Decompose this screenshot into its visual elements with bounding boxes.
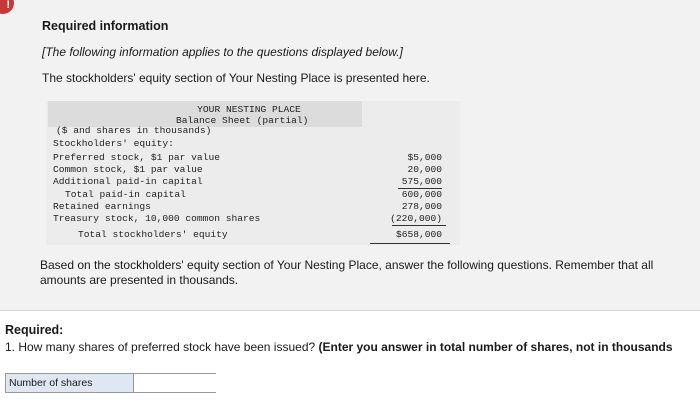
double-underline-rule (370, 243, 450, 244)
applies-note: [The following information applies to the questions displayed below.] (42, 45, 403, 59)
row-label-additional-paid-in-capital: Additional paid-in capital (53, 176, 203, 187)
row-value-additional-paid-in-capital: 575,000 (401, 176, 442, 187)
question-text: 1. How many shares of preferred stock have been issued? (5, 340, 319, 354)
row-value-common-stock: 20,000 (407, 164, 442, 175)
row-label-common-stock: Common stock, $1 par value (53, 164, 203, 175)
balance-sheet-subtitle: Balance Sheet (partial) (176, 115, 309, 126)
number-of-shares-label: Number of shares (6, 374, 134, 392)
row-label-retained-earnings: Retained earnings (53, 201, 151, 212)
alert-icon: ! (0, 0, 14, 14)
total-rule (392, 225, 446, 226)
row-value-preferred-stock: $5,000 (407, 152, 442, 163)
row-value-total-stockholders-equity: $658,000 (395, 229, 442, 240)
balance-sheet-exhibit (46, 101, 460, 245)
required-heading: Required: (5, 323, 64, 337)
intro-text: The stockholders' equity section of Your Nesting Place is presented here. (42, 71, 430, 85)
required-information-title: Required information (42, 19, 169, 33)
section-heading: Stockholders' equity: (53, 138, 174, 149)
instructions-text: Based on the stockholders' equity section of Your Nesting Place, answer the following questions. Remember that all amounts are presented in thousands. (40, 258, 654, 287)
company-name: YOUR NESTING PLACE (197, 104, 301, 115)
row-label-preferred-stock: Preferred stock, $1 par value (53, 152, 220, 163)
row-value-retained-earnings: 278,000 (401, 201, 442, 212)
units-note: ($ and shares in thousands) (56, 125, 212, 136)
question-1 (5, 340, 700, 354)
row-label-treasury-stock: Treasury stock, 10,000 common shares (53, 213, 261, 224)
row-label-total-paid-in-capital: Total paid-in capital (65, 189, 186, 200)
row-label-total-stockholders-equity: Total stockholders' equity (78, 229, 228, 240)
row-value-total-paid-in-capital: 600,000 (401, 189, 442, 200)
question-instruction: (Enter you answer in total number of shares, not in thousands (318, 340, 673, 354)
row-value-treasury-stock: (220,000) (390, 213, 442, 224)
number-of-shares-input[interactable] (135, 374, 221, 392)
answer-row (5, 373, 216, 393)
